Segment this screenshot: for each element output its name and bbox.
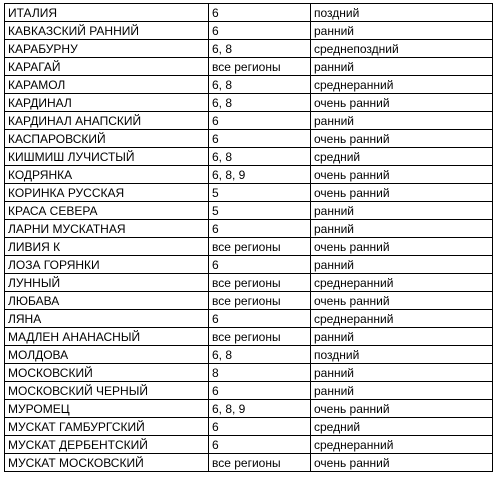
table-row [5, 4, 493, 22]
region-cell: 6 [209, 22, 311, 40]
table-row [5, 418, 493, 436]
table-body [5, 4, 493, 472]
region-cell: все регионы [209, 58, 311, 76]
variety-name-cell: МОСКОВСКИЙ [5, 364, 209, 382]
ripening-cell: поздний [311, 4, 493, 22]
ripening-cell: ранний [311, 220, 493, 238]
region-cell: 6, 8 [209, 40, 311, 58]
variety-name-cell: ЛАРНИ МУСКАТНАЯ [5, 220, 209, 238]
table-row [5, 184, 493, 202]
region-cell: 6 [209, 436, 311, 454]
table-row [5, 166, 493, 184]
variety-name-cell: ИТАЛИЯ [5, 4, 209, 22]
ripening-cell: ранний [311, 202, 493, 220]
ripening-cell: ранний [311, 328, 493, 346]
table-row [5, 238, 493, 256]
ripening-cell: очень ранний [311, 166, 493, 184]
ripening-cell: очень ранний [311, 292, 493, 310]
table-row [5, 328, 493, 346]
region-cell: 6 [209, 130, 311, 148]
table-row [5, 112, 493, 130]
region-cell: 6, 8, 9 [209, 166, 311, 184]
variety-name-cell: МАДЛЕН АНАНАСНЫЙ [5, 328, 209, 346]
table-row [5, 40, 493, 58]
region-cell: 6, 8 [209, 94, 311, 112]
ripening-cell: ранний [311, 382, 493, 400]
region-cell: все регионы [209, 274, 311, 292]
ripening-cell: очень ранний [311, 400, 493, 418]
table-row [5, 292, 493, 310]
variety-name-cell: КОРИНКА РУССКАЯ [5, 184, 209, 202]
variety-name-cell: КАРАГАЙ [5, 58, 209, 76]
table-row [5, 256, 493, 274]
table-row [5, 148, 493, 166]
variety-name-cell: КРАСА СЕВЕРА [5, 202, 209, 220]
variety-name-cell: КАРДИНАЛ АНАПСКИЙ [5, 112, 209, 130]
grape-varieties-table [4, 3, 493, 472]
table-row [5, 364, 493, 382]
region-cell: 6 [209, 112, 311, 130]
variety-name-cell: КАВКАЗСКИЙ РАННИЙ [5, 22, 209, 40]
region-cell: 6 [209, 418, 311, 436]
variety-name-cell: КАРДИНАЛ [5, 94, 209, 112]
ripening-cell: очень ранний [311, 184, 493, 202]
table-row [5, 454, 493, 472]
ripening-cell: среднеранний [311, 274, 493, 292]
variety-name-cell: КИШМИШ ЛУЧИСТЫЙ [5, 148, 209, 166]
ripening-cell: очень ранний [311, 130, 493, 148]
ripening-cell: ранний [311, 22, 493, 40]
region-cell: 6, 8, 9 [209, 400, 311, 418]
region-cell: 5 [209, 202, 311, 220]
table-row [5, 382, 493, 400]
variety-name-cell: ЛУННЫЙ [5, 274, 209, 292]
table-row [5, 220, 493, 238]
ripening-cell: очень ранний [311, 454, 493, 472]
region-cell: все регионы [209, 292, 311, 310]
region-cell: все регионы [209, 328, 311, 346]
table-row [5, 58, 493, 76]
region-cell: 6 [209, 310, 311, 328]
region-cell: 6 [209, 4, 311, 22]
table-row [5, 94, 493, 112]
region-cell: 6, 8 [209, 346, 311, 364]
variety-name-cell: МОСКОВСКИЙ ЧЕРНЫЙ [5, 382, 209, 400]
table-row [5, 400, 493, 418]
ripening-cell: ранний [311, 58, 493, 76]
variety-name-cell: КАСПАРОВСКИЙ [5, 130, 209, 148]
variety-name-cell: КАРАБУРНУ [5, 40, 209, 58]
region-cell: 6 [209, 220, 311, 238]
variety-name-cell: ЛИВИЯ К [5, 238, 209, 256]
region-cell: все регионы [209, 238, 311, 256]
table-row [5, 130, 493, 148]
ripening-cell: средний [311, 418, 493, 436]
ripening-cell: среднеранний [311, 310, 493, 328]
table-row [5, 76, 493, 94]
variety-name-cell: ЛОЗА ГОРЯНКИ [5, 256, 209, 274]
table-row [5, 436, 493, 454]
variety-name-cell: ЛЯНА [5, 310, 209, 328]
variety-name-cell: ЛЮБАВА [5, 292, 209, 310]
table-row [5, 22, 493, 40]
region-cell: 6, 8 [209, 148, 311, 166]
variety-name-cell: КОДРЯНКА [5, 166, 209, 184]
ripening-cell: среднеранний [311, 436, 493, 454]
variety-name-cell: КАРАМОЛ [5, 76, 209, 94]
variety-name-cell: МОЛДОВА [5, 346, 209, 364]
region-cell: 6, 8 [209, 76, 311, 94]
region-cell: 8 [209, 364, 311, 382]
variety-name-cell: МУРОМЕЦ [5, 400, 209, 418]
ripening-cell: ранний [311, 112, 493, 130]
region-cell: 6 [209, 256, 311, 274]
table-row [5, 274, 493, 292]
table-row [5, 346, 493, 364]
ripening-cell: средний [311, 148, 493, 166]
region-cell: 5 [209, 184, 311, 202]
ripening-cell: очень ранний [311, 94, 493, 112]
region-cell: 6 [209, 382, 311, 400]
variety-name-cell: МУСКАТ МОСКОВСКИЙ [5, 454, 209, 472]
region-cell: все регионы [209, 454, 311, 472]
ripening-cell: среднепоздний [311, 40, 493, 58]
table-row [5, 310, 493, 328]
table-row [5, 202, 493, 220]
ripening-cell: среднеранний [311, 76, 493, 94]
ripening-cell: очень ранний [311, 238, 493, 256]
ripening-cell: поздний [311, 346, 493, 364]
variety-name-cell: МУСКАТ ГАМБУРГСКИЙ [5, 418, 209, 436]
ripening-cell: ранний [311, 364, 493, 382]
variety-name-cell: МУСКАТ ДЕРБЕНТСКИЙ [5, 436, 209, 454]
ripening-cell: ранний [311, 256, 493, 274]
